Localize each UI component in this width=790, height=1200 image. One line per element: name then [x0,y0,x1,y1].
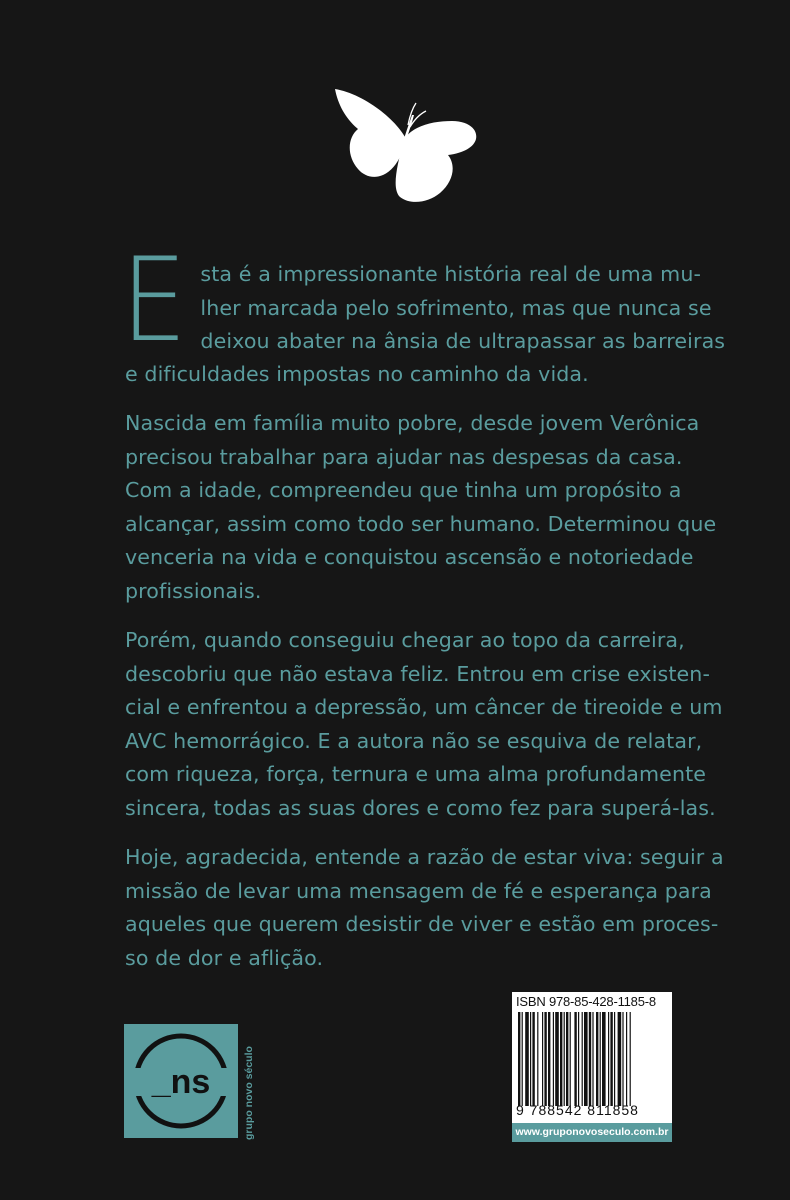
paragraph-3 [125,624,723,825]
paragraph-3-line: Porém, quando conseguiu chegar ao topo da carreira, [125,628,685,652]
paragraph-3-line: sincera, todas as suas dores e como fez para superá-las. [125,795,716,820]
paragraph-3-line: AVC hemorrágico. E a autora não se esquiva de relatar, [125,728,703,753]
paragraph-1-line: e dificuldades impostas no caminho da vida. [125,361,589,386]
barcode-bar [542,1012,543,1106]
barcode-bar [530,1012,531,1106]
barcode-bar [544,1012,546,1106]
barcode-bar [622,1012,623,1106]
paragraph-2-line: profissionais. [125,578,262,603]
publisher-website: www.gruponovoseculo.com.br [512,1123,672,1142]
barcode-bar [614,1012,615,1106]
barcode-bar [564,1012,565,1106]
paragraph-4-line: so de dor e aflição. [125,945,324,970]
barcode-bar [522,1012,523,1106]
paragraph-3-line: cial e enfrentou a depressão, um câncer de tireoide e um [125,695,723,719]
publisher-side-text [240,1018,256,1142]
barcode-bar [626,1012,627,1106]
paragraph-1-line: deixou abater na ânsia de ultrapassar as barreiras [200,329,726,353]
barcode-bar [566,1012,568,1106]
paragraph-1 [121,233,726,391]
paragraph-4-line: missão de levar uma mensagem de fé e esperança para [125,878,712,903]
paragraph-2-line: alcançar, assim como todo ser humano. Determinou que [125,511,717,536]
publisher-side-label: grupo novo século [243,1046,255,1140]
barcode-bar [548,1012,550,1106]
paragraph-2 [125,407,717,608]
barcode-bar [525,1012,529,1106]
paragraph-2-line: Nascida em família muito pobre, desde jovem Verônica [125,411,700,435]
paragraph-1-line: lher marcada pelo sofrimento, mas que nunca se [200,295,712,320]
barcode-bar [578,1012,579,1106]
paragraph-2-line: venceria na vida e conquistou ascensão e notoriedade [125,545,694,569]
barcode-bar [592,1012,593,1106]
paragraph-1-line: sta é a impressionante história real de uma mu- [200,262,702,286]
paragraph-2-line: Com a idade, compreendeu que tinha um propósito a [125,478,682,502]
barcode-bar [555,1012,559,1106]
paragraph-2-line: precisou trabalhar para ajudar nas despesas da casa. [125,444,683,469]
barcode-bar [602,1012,606,1106]
barcode-bar [610,1012,612,1106]
paragraph-4-line: Hoje, agradecida, entende a razão de estar viva: seguir a [125,845,724,869]
dropcap: E [121,233,188,368]
barcode-bar [570,1012,571,1106]
paragraph-4-line: aqueles que querem desistir de viver e estão em proces- [125,912,719,936]
barcode-bar [589,1012,591,1106]
barcode-bar [518,1012,520,1106]
barcode-bar [608,1012,609,1106]
barcode [518,1012,666,1106]
barcode-bar [600,1012,601,1106]
barcode-bar [537,1012,538,1106]
barcode-bar [596,1012,598,1106]
barcode-bar [553,1012,554,1106]
barcode-bar [532,1012,534,1106]
barcode-bar [630,1012,631,1106]
butterfly-icon [330,85,480,207]
barcode-bar [560,1012,562,1106]
paragraph-3-line: com riqueza, força, ternura e uma alma profundamente [125,762,707,786]
barcode-bar [582,1012,583,1106]
back-cover-text [121,233,726,991]
barcode-bar [618,1012,622,1106]
paragraph-3-line: descobriu que não estava feliz. Entrou em crise existen- [125,661,710,686]
barcode-digits: 9 788542 811858 [516,1102,639,1118]
isbn-label: ISBN 978-85-428-1185-8 [516,994,656,1009]
publisher-logo-text: _ns [151,1063,211,1101]
publisher-logo [124,1024,238,1138]
paragraph-4 [125,841,724,975]
barcode-box [512,992,672,1142]
barcode-bar [584,1012,588,1106]
barcode-bar [574,1012,576,1106]
